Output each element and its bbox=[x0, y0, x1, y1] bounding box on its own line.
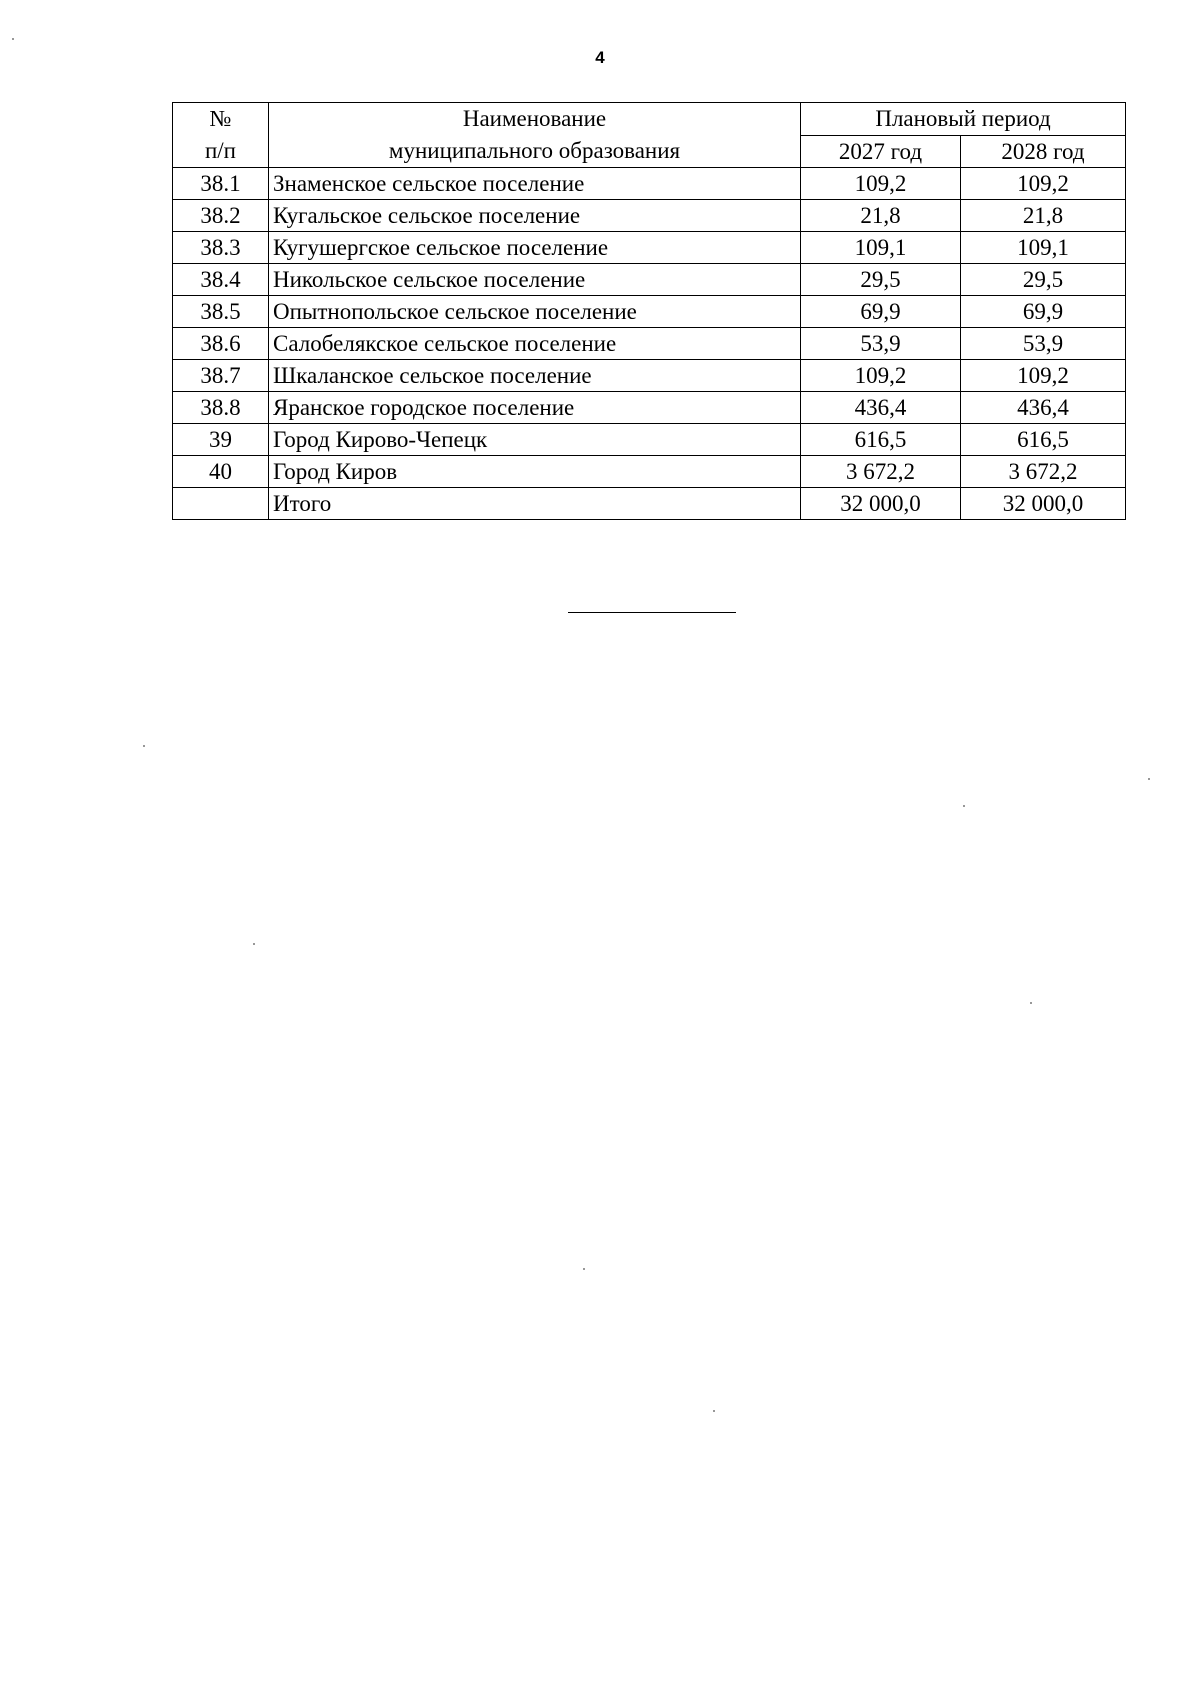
row-value-2028: 29,5 bbox=[961, 264, 1126, 296]
row-value-2027: 21,8 bbox=[801, 200, 961, 232]
table-row bbox=[173, 264, 1126, 296]
row-value-2027: 109,1 bbox=[801, 232, 961, 264]
row-name: Знаменское сельское поселение bbox=[269, 168, 801, 200]
row-number: 38.8 bbox=[173, 392, 269, 424]
header-number-symbol: № bbox=[209, 106, 232, 131]
row-number: 39 bbox=[173, 424, 269, 456]
table-total-row bbox=[173, 488, 1126, 520]
total-number bbox=[173, 488, 269, 520]
scan-speck bbox=[713, 1410, 715, 1412]
row-value-2028: 616,5 bbox=[961, 424, 1126, 456]
header-year-2028: 2028 год bbox=[961, 135, 1126, 168]
row-value-2028: 109,2 bbox=[961, 360, 1126, 392]
table-row bbox=[173, 200, 1126, 232]
row-value-2027: 109,2 bbox=[801, 360, 961, 392]
row-value-2028: 436,4 bbox=[961, 392, 1126, 424]
row-value-2028: 21,8 bbox=[961, 200, 1126, 232]
row-number: 38.3 bbox=[173, 232, 269, 264]
table-row bbox=[173, 328, 1126, 360]
scan-speck bbox=[963, 805, 965, 807]
row-name: Опытнопольское сельское поселение bbox=[269, 296, 801, 328]
row-value-2027: 436,4 bbox=[801, 392, 961, 424]
table-row bbox=[173, 232, 1126, 264]
row-name: Город Кирово-Чепецк bbox=[269, 424, 801, 456]
table-header-row bbox=[173, 103, 1126, 136]
row-value-2028: 69,9 bbox=[961, 296, 1126, 328]
scan-speck bbox=[143, 745, 145, 747]
table-row bbox=[173, 296, 1126, 328]
row-value-2028: 109,2 bbox=[961, 168, 1126, 200]
scan-speck bbox=[583, 1268, 585, 1270]
row-name: Город Киров bbox=[269, 456, 801, 488]
row-number: 38.5 bbox=[173, 296, 269, 328]
header-name bbox=[269, 103, 801, 168]
row-name: Салобелякское сельское поселение bbox=[269, 328, 801, 360]
header-name-line-2: муниципального образования bbox=[388, 138, 681, 163]
row-name: Кугушергское сельское поселение bbox=[269, 232, 801, 264]
row-value-2027: 53,9 bbox=[801, 328, 961, 360]
row-number: 38.6 bbox=[173, 328, 269, 360]
header-planning-period: Плановый период bbox=[801, 103, 1126, 136]
table-row bbox=[173, 392, 1126, 424]
row-number: 38.7 bbox=[173, 360, 269, 392]
table-row bbox=[173, 360, 1126, 392]
table-row bbox=[173, 168, 1126, 200]
row-value-2027: 29,5 bbox=[801, 264, 961, 296]
total-label: Итого bbox=[269, 488, 801, 520]
allocation-table bbox=[172, 102, 1126, 520]
row-name: Шкаланское сельское поселение bbox=[269, 360, 801, 392]
row-number: 40 bbox=[173, 456, 269, 488]
scan-speck bbox=[12, 38, 14, 40]
header-number bbox=[173, 103, 269, 168]
row-number: 38.2 bbox=[173, 200, 269, 232]
row-value-2027: 109,2 bbox=[801, 168, 961, 200]
total-value-2028: 32 000,0 bbox=[961, 488, 1126, 520]
total-value-2027: 32 000,0 bbox=[801, 488, 961, 520]
row-value-2027: 69,9 bbox=[801, 296, 961, 328]
page-number: 4 bbox=[595, 48, 605, 67]
table-row bbox=[173, 456, 1126, 488]
row-value-2028: 3 672,2 bbox=[961, 456, 1126, 488]
row-number: 38.1 bbox=[173, 168, 269, 200]
scan-speck bbox=[1148, 778, 1150, 780]
row-name: Яранское городское поселение bbox=[269, 392, 801, 424]
row-value-2027: 616,5 bbox=[801, 424, 961, 456]
row-value-2028: 109,1 bbox=[961, 232, 1126, 264]
closing-rule bbox=[568, 612, 736, 613]
header-name-line-1: Наименование bbox=[462, 106, 607, 131]
header-year-2027: 2027 год bbox=[801, 135, 961, 168]
row-number: 38.4 bbox=[173, 264, 269, 296]
table-row bbox=[173, 424, 1126, 456]
row-value-2027: 3 672,2 bbox=[801, 456, 961, 488]
header-number-abbrev: п/п bbox=[204, 138, 236, 163]
scan-speck bbox=[1030, 1002, 1032, 1004]
scan-speck bbox=[253, 943, 255, 945]
row-name: Никольское сельское поселение bbox=[269, 264, 801, 296]
row-value-2028: 53,9 bbox=[961, 328, 1126, 360]
row-name: Кугальское сельское поселение bbox=[269, 200, 801, 232]
